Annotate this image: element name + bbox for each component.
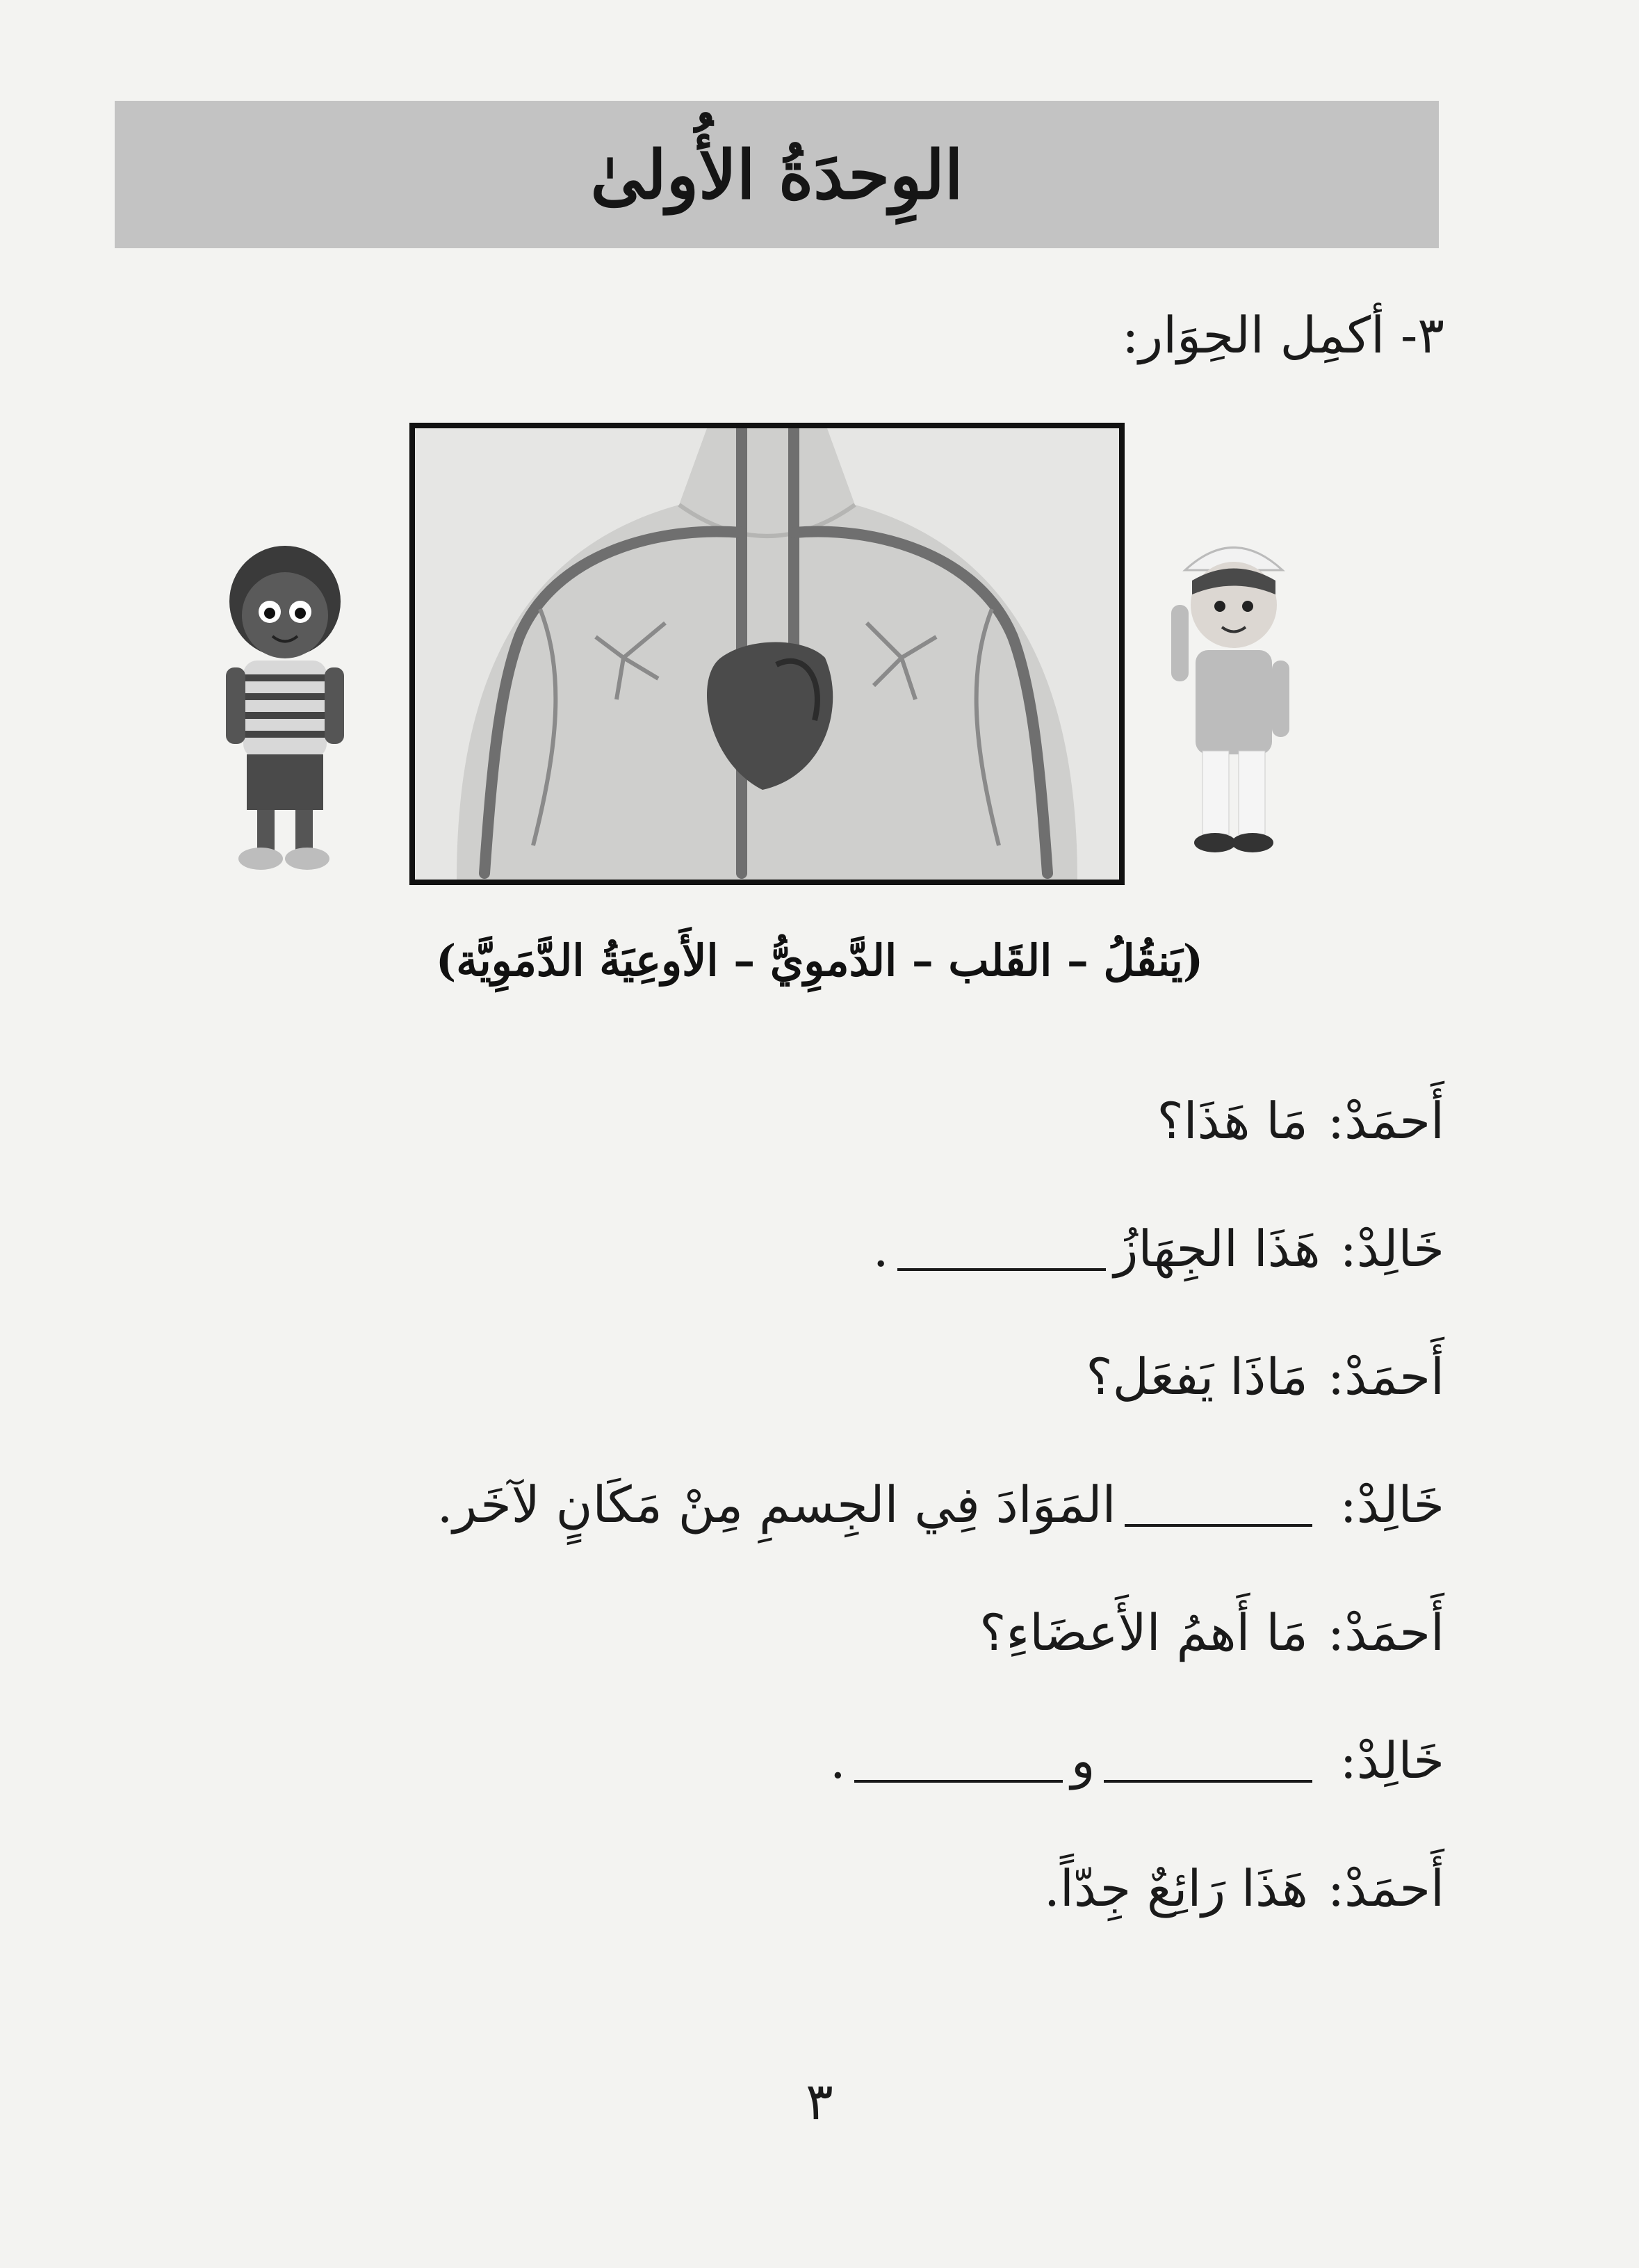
answer-blank[interactable]	[1104, 1738, 1312, 1783]
dialogue-text-end: .	[829, 1731, 846, 1790]
dialogue-line	[193, 1441, 1444, 1569]
circulatory-system-image	[409, 423, 1125, 885]
speaker-name: أَحمَدْ:	[1327, 1092, 1444, 1150]
page-number: ٣	[806, 2072, 833, 2132]
dialogue-line	[193, 1185, 1444, 1313]
answer-blank[interactable]	[1125, 1482, 1312, 1527]
answer-blank[interactable]	[897, 1226, 1106, 1271]
dialogue-list	[193, 1057, 1444, 1952]
speaker-name: أَحمَدْ:	[1327, 1603, 1444, 1662]
dialogue-text: مَا هَذَا؟	[1157, 1092, 1308, 1150]
answer-blank[interactable]	[854, 1738, 1063, 1783]
unit-header-banner	[115, 101, 1439, 248]
dialogue-text: مَا أَهمُ الأَعضَاءِ؟	[979, 1603, 1308, 1662]
boy-white-cap-illustration	[1154, 528, 1314, 862]
dialogue-line	[193, 1569, 1444, 1696]
speaker-name: أَحمَدْ:	[1327, 1347, 1444, 1406]
dialogue-text: هَذَا رَائِعٌ جِدّاً.	[1043, 1859, 1308, 1918]
dialogue-line	[193, 1696, 1444, 1824]
conjunction: و	[1070, 1731, 1095, 1790]
speaker-name: خَالِدْ:	[1339, 1475, 1444, 1534]
word-bank: (يَنقُلُ – القَلب – الدَّموِيُّ – الأَوعِيَةُ الدَّمَوِيَّة)	[435, 935, 1204, 986]
dialogue-text: مَاذَا يَفعَل؟	[1086, 1347, 1308, 1406]
speaker-name: أَحمَدْ:	[1327, 1859, 1444, 1918]
dialogue-text: هَذَا الجِهَازُ	[1114, 1220, 1321, 1278]
dialogue-line	[193, 1824, 1444, 1952]
dialogue-text-end: .	[872, 1220, 889, 1278]
unit-title: الوِحدَةُ الأُولىٰ	[590, 135, 963, 214]
exercise-instruction: ٣- أكمِل الحِوَار:	[1122, 306, 1444, 364]
speaker-name: خَالِدْ:	[1339, 1731, 1444, 1790]
dialogue-line	[193, 1313, 1444, 1441]
dialogue-text-end: المَوَادَ فِي الجِسمِ مِنْ مَكَانٍ لآخَر.	[437, 1475, 1116, 1534]
boy-striped-shirt-illustration	[215, 542, 354, 876]
speaker-name: خَالِدْ:	[1339, 1220, 1444, 1278]
dialogue-line	[193, 1057, 1444, 1185]
